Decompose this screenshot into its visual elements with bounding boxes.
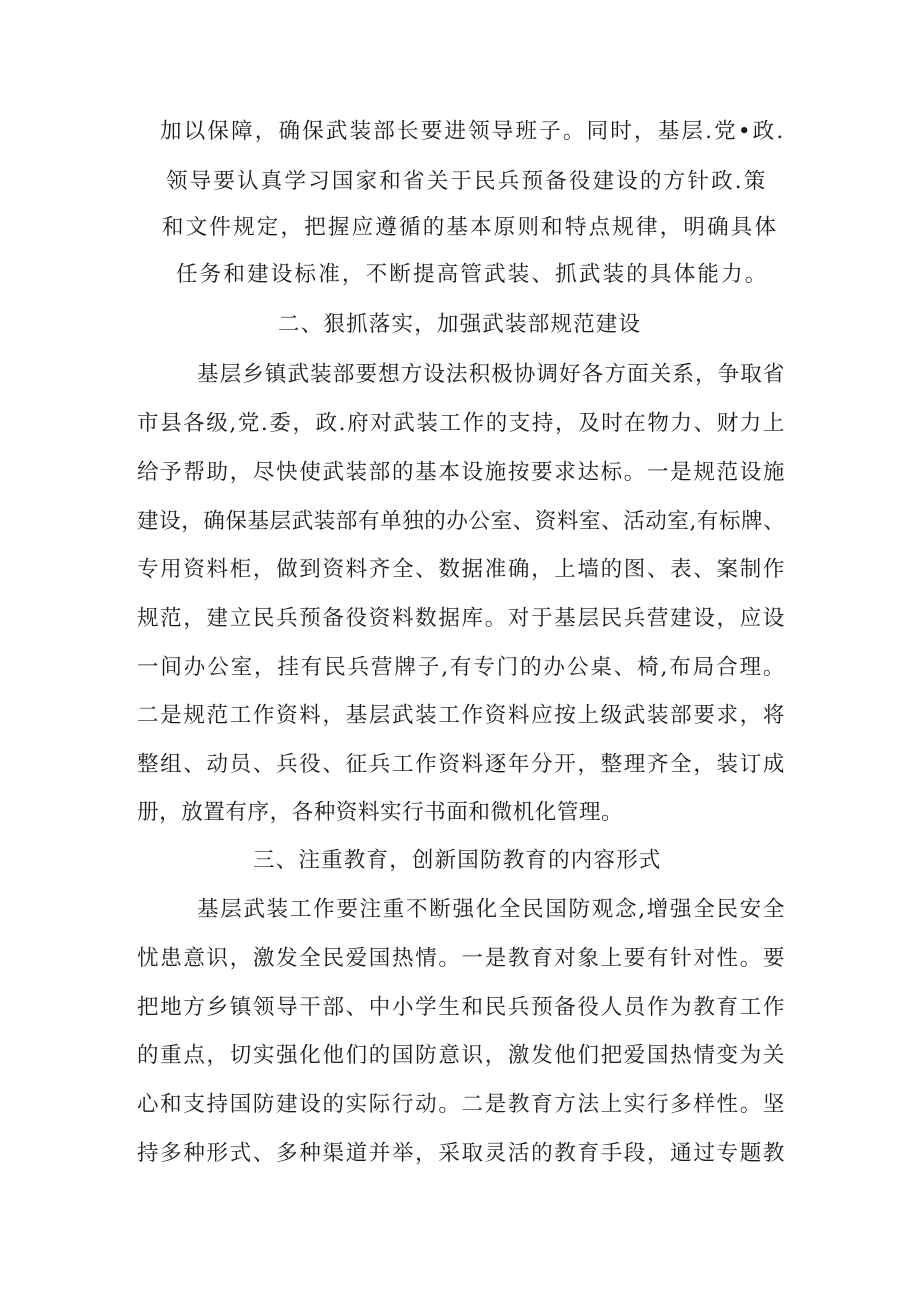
text-line: 市县各级,党.委，政.府对武装工作的支持，及时在物力、财力上 (137, 411, 785, 436)
text-line: 心和支持国防建设的实际行动。二是教育方法上实行多样性。坚 (137, 1092, 785, 1117)
text-line: 持多种形式、多种渠道并举，采取灵活的教育手段，通过专题教 (137, 1141, 785, 1166)
text-line: 忧患意识，激发全民爱国热情。一是教育对象上要有针对性。要 (137, 946, 785, 971)
section-heading: 三、注重教育，创新国防教育的内容形式 (253, 848, 662, 873)
section-heading: 二、狠抓落实，加强武装部规范建设 (278, 312, 642, 337)
text-line: 整组、动员、兵役、征兵工作资料逐年分开，整理齐全，装订成 (137, 752, 785, 777)
text-line: 给予帮助，尽快使武装部的基本设施按要求达标。一是规范设施 (137, 460, 785, 485)
text-line: 册，放置有序，各种资料实行书面和微机化管理。 (137, 800, 624, 825)
text-line: 任务和建设标准，不断提高管武装、抓武装的具体能力。 (176, 262, 769, 287)
text-line: 规范，建立民兵预备役资料数据库。对于基层民兵营建设，应设 (137, 606, 785, 631)
text-line: 和文件规定，把握应遵循的基本原则和特点规律，明确具体 (162, 215, 779, 240)
text-line: 基层乡镇武装部要想方设法积极协调好各方面关系，争取省 (197, 362, 785, 387)
text-line: 二是规范工作资料，基层武装工作资料应按上级武装部要求，将 (137, 703, 785, 728)
text-line: 把地方乡镇领导干部、中小学生和民兵预备役人员作为教育工作 (137, 995, 785, 1020)
text-line: 专用资料柜，做到资料齐全、数据准确，上墙的图、表、案制作 (137, 557, 785, 582)
text-line: 加以保障，确保武装部长要进领导班子。同时，基层.党•政. (160, 119, 786, 144)
text-line: 的重点，切实强化他们的国防意识，激发他们把爱国热情变为关 (137, 1043, 785, 1068)
text-line: 建设，确保基层武装部有单独的办公室、资料室、活动室,有标牌、 (137, 509, 786, 534)
text-line: 领导要认真学习国家和省关于民兵预备役建设的方针政.策 (166, 169, 768, 194)
text-line: 一间办公室，挂有民兵营牌子,有专门的办公桌、椅,布局合理。 (137, 655, 785, 680)
text-line: 基层武装工作要注重不断强化全民国防观念,增强全民安全 (197, 897, 785, 922)
